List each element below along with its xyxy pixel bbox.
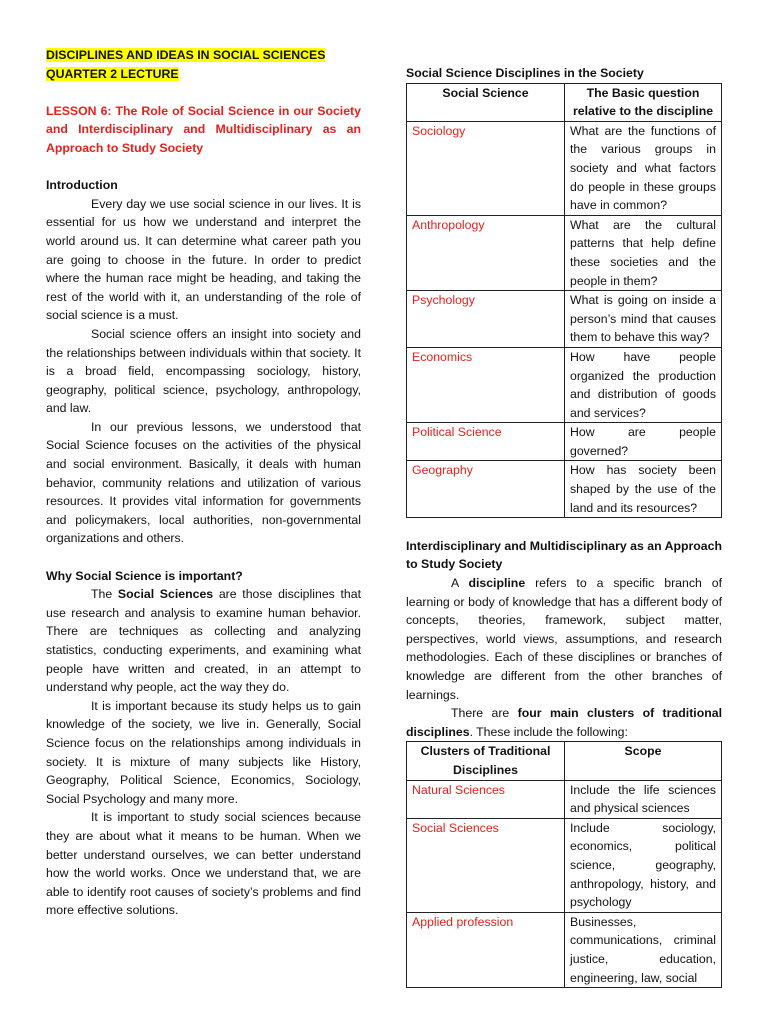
document-title-line2: QUARTER 2 LECTURE <box>46 66 179 81</box>
table1-row-label: Political Science <box>407 423 565 461</box>
right-column <box>406 64 722 988</box>
table1-caption: Social Science Disciplines in the Society <box>406 66 644 80</box>
why-p1-post: are those disciplines that use research and analysis to examine human behavior. There are techniques as collecting and analyzing statistics, conducting experiments, and examining what people have written and created, in an attempt to understand why people, act the way they do. <box>46 587 362 695</box>
disciplines-table <box>406 83 722 519</box>
table1-row-label: Anthropology <box>407 215 565 290</box>
table2-row <box>407 912 722 987</box>
table2-row-label: Social Sciences <box>407 818 565 912</box>
table1-row-description: How have people organized the production and distribution of goods and services? <box>565 347 722 422</box>
introduction-heading: Introduction <box>46 178 118 193</box>
table2-row-description: Include the life sciences and physical sciences <box>565 780 722 818</box>
why-paragraph-2: It is important because its study helps us to gain knowledge of the society, we live in. Generally, Social Science focus on the relationships among individuals in society. It is mixture of many subjects like History, Geography, Political Science, Economics, Sociology, Social Psychology and many more. <box>46 698 361 806</box>
table1-row-description: What is going on inside a person’s mind that causes them to behave this way? <box>565 291 722 348</box>
table1-row-description: What are the functions of the various groups in society and what factors do people in these groups have in common? <box>565 121 722 215</box>
table2-row-description: Businesses, communications, criminal justice, education, engineering, law, social <box>565 912 722 987</box>
table2-row-label: Natural Sciences <box>407 780 565 818</box>
table1-row <box>407 291 722 348</box>
inter-p2-post: . These include the following: <box>469 724 628 739</box>
table1-row-label: Sociology <box>407 121 565 215</box>
table2-row <box>407 818 722 912</box>
intro-paragraph-2: Social science offers an insight into society and the relationships between individuals within that society. It is a broad field, encompassing sociology, history, geography, political science, psychology, anthropology, and law. <box>46 326 361 416</box>
table1-row <box>407 423 722 461</box>
table1-row-label: Psychology <box>407 291 565 348</box>
intro-paragraph-1: Every day we use social science in our lives. It is essential for us how we understand and interpret the world around us. It can determine what career path you are going to choose in the future. In order to predict where the human race might be heading, and taking the rest of the world with it, an understanding of the role of social science is a must. <box>46 196 361 323</box>
table1-row-description: How are people governed? <box>565 423 722 461</box>
lesson-title: LESSON 6: The Role of Social Science in our Society and Interdisciplinary and Multidisciplinary as an Approach to Study Society <box>46 103 361 155</box>
why-paragraph-1 <box>46 585 361 697</box>
table1-row <box>407 461 722 518</box>
inter-p2-bold: four main clusters of traditional disciplines <box>406 706 722 739</box>
why-p1-pre: The <box>91 587 118 602</box>
table1-header-question: The Basic question relative to the discipline <box>565 83 722 121</box>
inter-paragraph-1 <box>406 574 722 704</box>
clusters-table <box>406 741 722 988</box>
table1-header-social-science: Social Science <box>407 83 565 121</box>
inter-p1-post: refers to a specific branch of learning or body of knowledge that has a different body of concepts, theories, framework, subject matter, perspectives, world views, assumptions, and research methodologies. Each of these disciplines or branches of knowledge are different from the other branches of learnings. <box>406 576 722 702</box>
inter-p1-pre: A <box>451 576 469 591</box>
table2-row <box>407 780 722 818</box>
table1-row-description: How has society been shaped by the use of the land and its resources? <box>565 461 722 518</box>
table1-body <box>407 121 722 517</box>
inter-paragraph-2 <box>406 704 722 741</box>
inter-heading: Interdisciplinary and Multidisciplinary as an Approach to Study Society <box>406 538 722 572</box>
inter-p2-pre: There are <box>451 706 518 721</box>
table1-row-label: Geography <box>407 461 565 518</box>
table2-header-scope: Scope <box>565 742 722 780</box>
table1-row-description: What are the cultural patterns that help define these societies and the people in them? <box>565 215 722 290</box>
table1-row <box>407 121 722 215</box>
table1-row <box>407 347 722 422</box>
inter-p1-bold: discipline <box>468 576 526 591</box>
left-column <box>46 46 361 920</box>
table1-row-label: Economics <box>407 347 565 422</box>
why-paragraph-3: It is important to study social sciences because they are about what it means to be human. When we better understand ourselves, we can better understand how the world works. Once we understand that, we are able to identify root causes of society’s problems and find more effective solutions. <box>46 810 361 918</box>
table2-body <box>407 780 722 988</box>
table2-row-label: Applied profession <box>407 912 565 987</box>
why-p1-bold: Social Sciences <box>117 587 214 602</box>
why-heading: Why Social Science is important? <box>46 568 243 583</box>
table2-header-clusters: Clusters of Traditional Disciplines <box>407 742 565 780</box>
table2-row-description: Include sociology, economics, political science, geography, anthropology, history, and psychology <box>565 818 722 912</box>
table1-row <box>407 215 722 290</box>
intro-paragraph-3: In our previous lessons, we understood that Social Science focuses on the activities of the physical and social environment. Basically, it deals with human behavior, community relations and utilization of various resources. It provides vital information for governments and policymakers, local authorities, non-governmental organizations and others. <box>46 419 361 546</box>
document-title-line1: DISCIPLINES AND IDEAS IN SOCIAL SCIENCES <box>46 48 326 62</box>
